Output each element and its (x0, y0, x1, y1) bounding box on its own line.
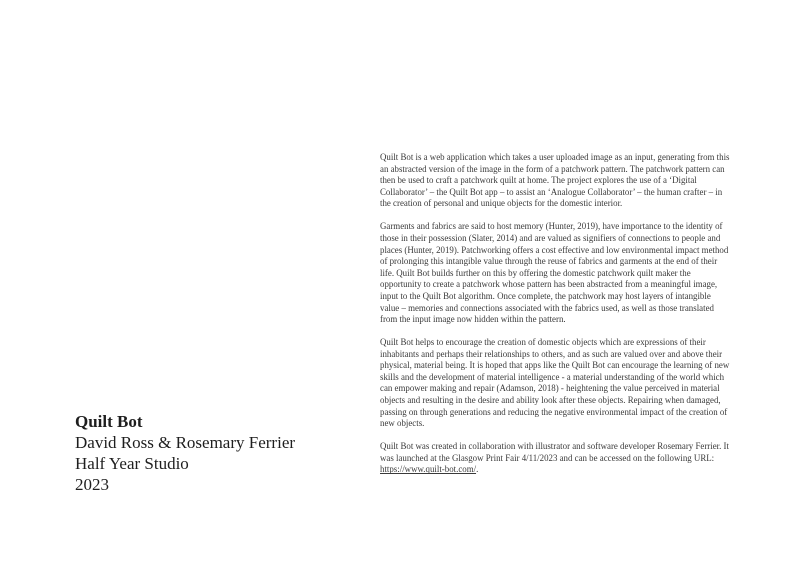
paragraph-domestic-objects: Quilt Bot helps to encourage the creation of domestic objects which are expressions of their inhabitants and perhaps their relationships to others, and as such are valued over and above their physical, material being. It is hoped that apps like the Quilt Bot can encourage the learning of new skills and the development of material intelligence - a material understanding of the world which can empower making and repair (Adamson, 2018) - heightening the value perceived in material objects and resulting in the desire and ability look after these objects. Repairing when damaged, passing on through generations and reducing the negative environmental impact of the creation of new objects. (380, 337, 730, 429)
paragraph-introduction: Quilt Bot is a web application which takes a user uploaded image as an input, generating from this an abstracted version of the image in the form of a patchwork pattern. The patchwork pattern can then be used to craft a patchwork quilt at home. The project explores the use of a ‘Digital Collaborator’ – the Quilt Bot app – to assist an ‘Analogue Collaborator’ – the human crafter – in the creation of personal and unique objects for the domestic interior. (380, 152, 730, 209)
description-text-column (380, 152, 732, 487)
quilt-bot-url-link[interactable]: https://www.quilt-bot.com/ (380, 464, 477, 475)
paragraph-collaboration (380, 441, 732, 476)
collaboration-text: Quilt Bot was created in collaboration with illustrator and software developer Rosemary Ferrier. It was launched at the Glasgow Print Fair 4/11/2023 and can be accessed on the following URL: (380, 441, 729, 463)
project-title-block (75, 411, 345, 495)
studio-name: Half Year Studio (75, 454, 189, 473)
collaboration-end-punctuation: . (476, 464, 479, 475)
paragraph-memory-and-fabrics: Garments and fabrics are said to host memory (Hunter, 2019), have importance to the identity of those in their possession (Slater, 2014) and are valued as signifiers of connections to people and places (Hunter, 2019). Patchworking offers a cost effective and low environmental impact method of prolonging this intangible value through the reuse of fabrics and garments at the end of their life. Quilt Bot builds further on this by offering the domestic patchwork quilt maker the opportunity to create a patchwork whose pattern has been abstracted from a meaningful image, input to the Quilt Bot algorithm. Once complete, the patchwork may host layers of intangible value – memories and connections associated with the fabrics used, as well as those translated from the input image now hidden within the pattern. (380, 221, 729, 325)
project-year: 2023 (75, 475, 109, 494)
project-authors: David Ross & Rosemary Ferrier (75, 433, 296, 452)
project-title: Quilt Bot (75, 412, 143, 431)
